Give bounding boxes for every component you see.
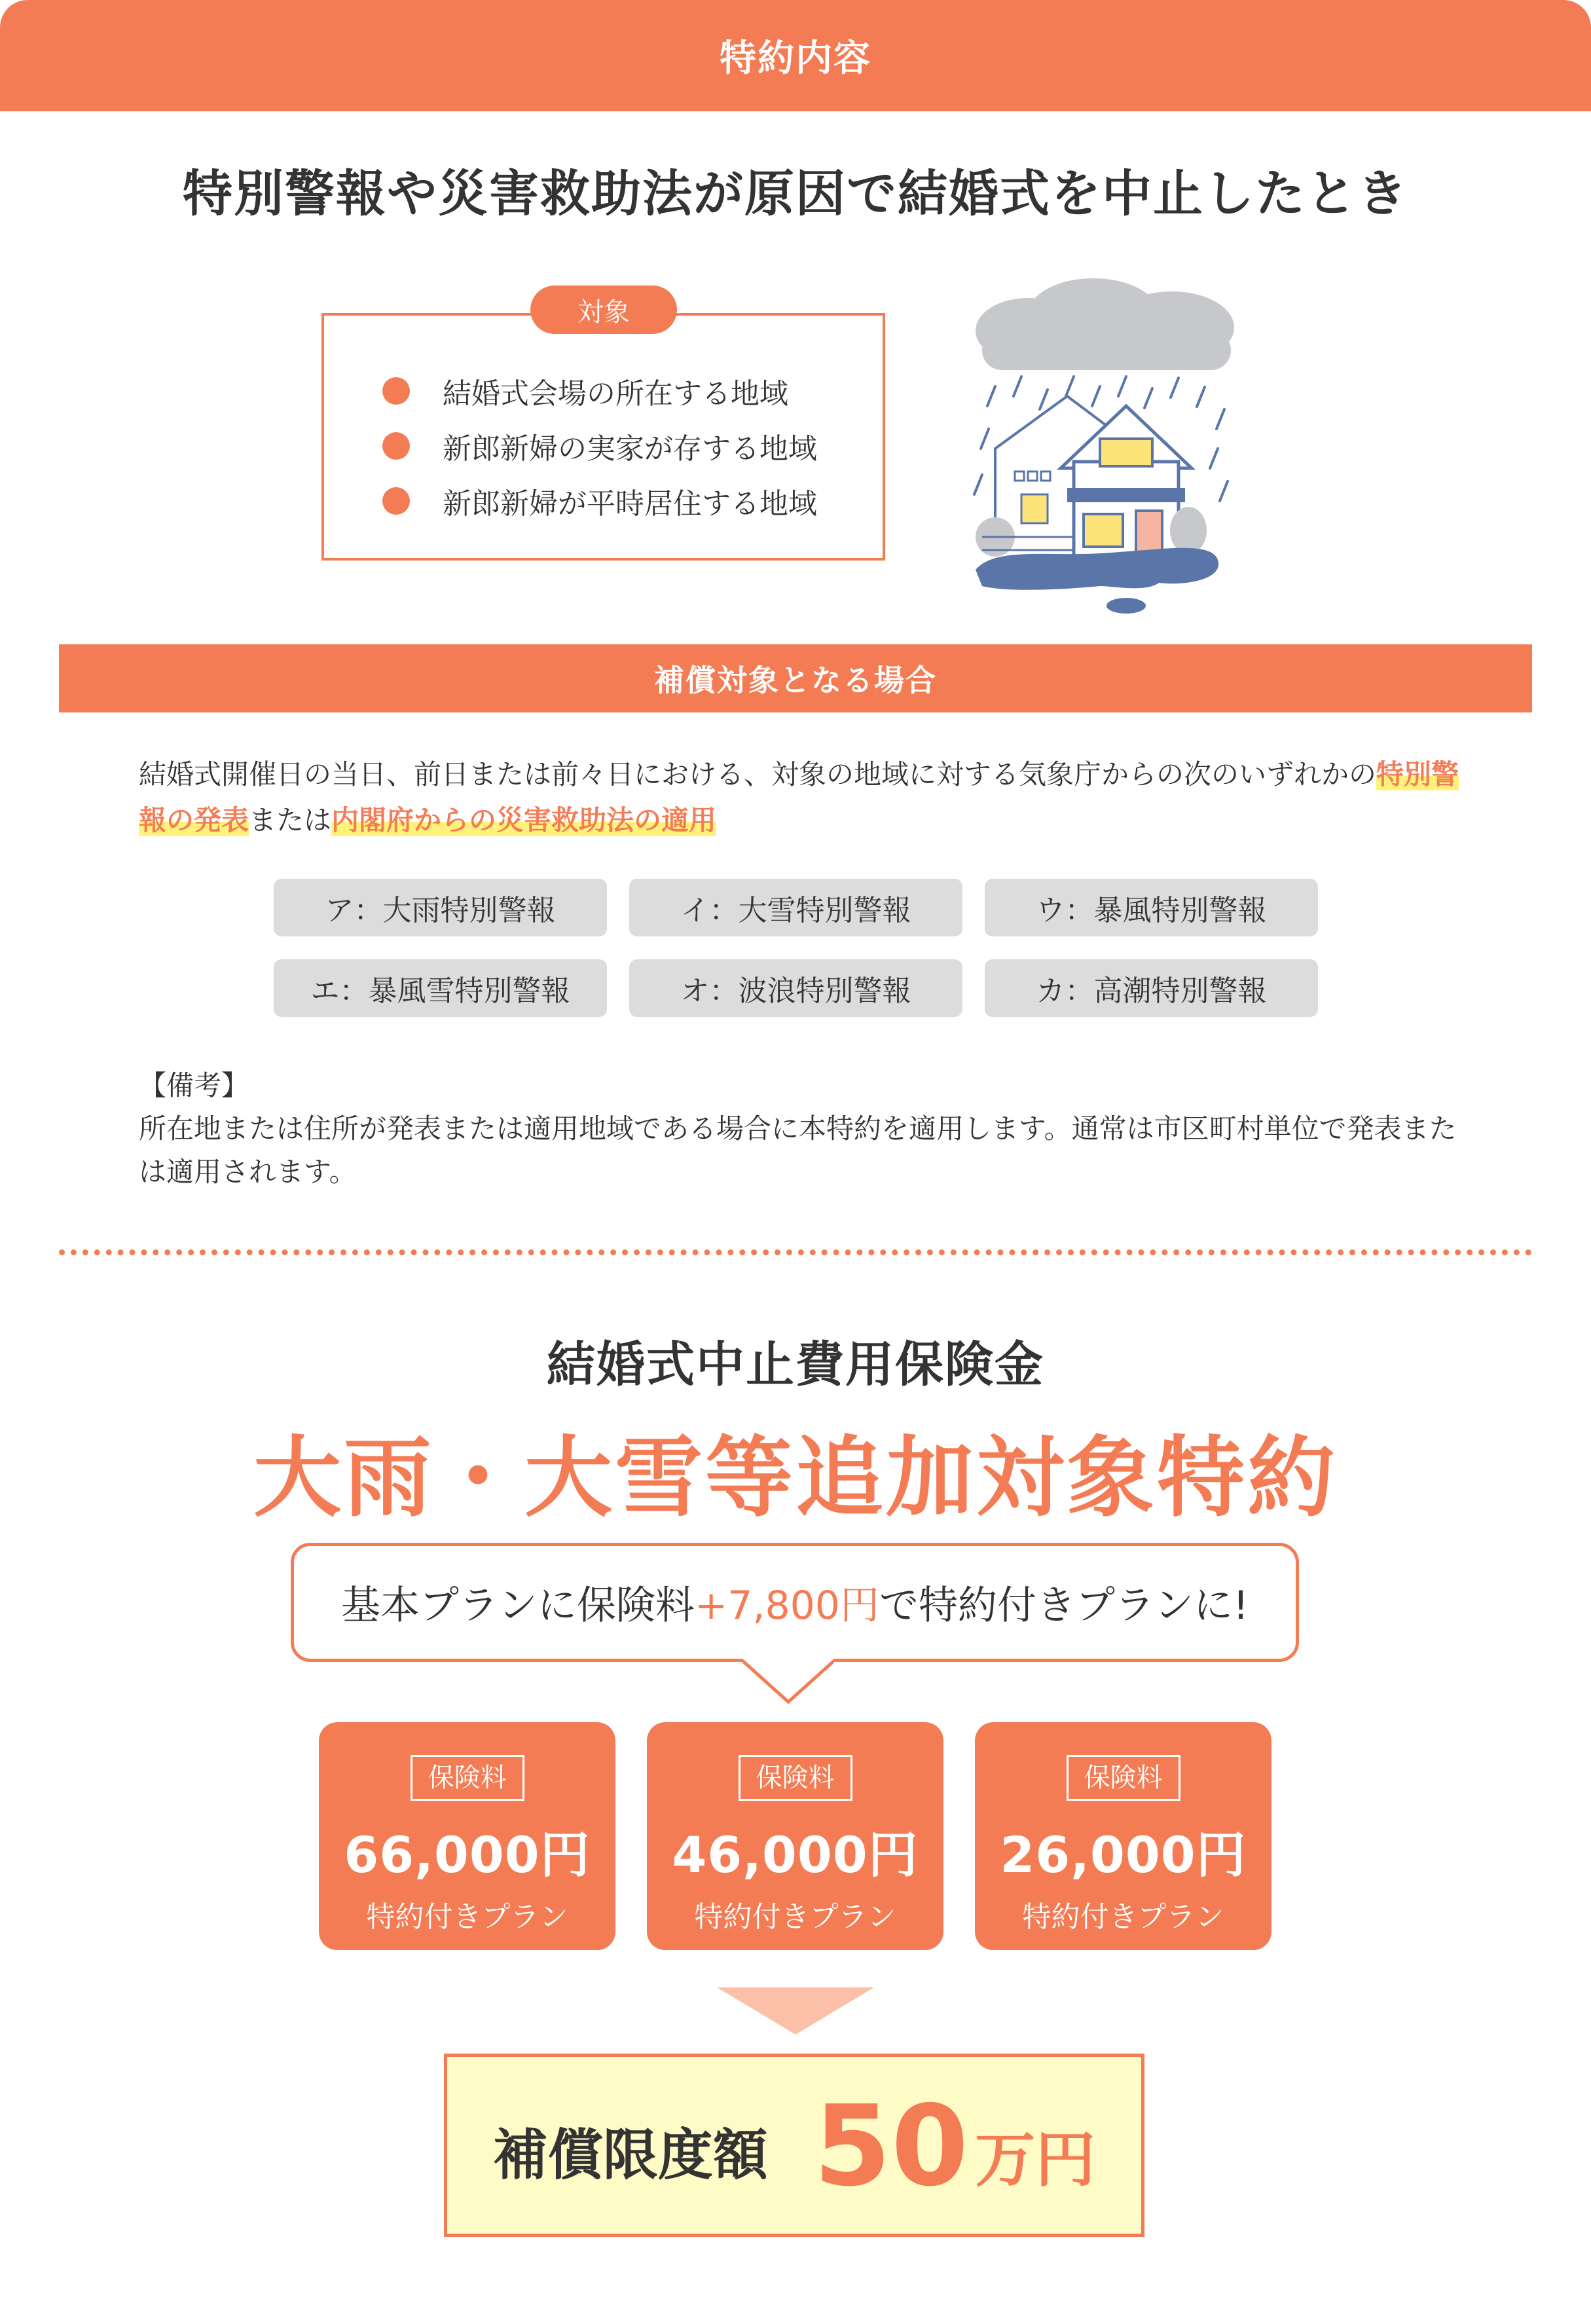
plan-card [319, 1722, 615, 1950]
house-in-rain-icon [969, 278, 1244, 619]
plan-label: 保険料 [739, 1755, 852, 1801]
description-text: または [249, 804, 332, 836]
warning-tag: ア：大雨特別警報 [274, 879, 607, 936]
callout-text: で特約付きプランに! [879, 1583, 1249, 1629]
premium-callout [291, 1543, 1299, 1662]
remarks [139, 1064, 1468, 1194]
plan-name: 特約付きプラン [366, 1900, 568, 1934]
limit-unit: 万円 [975, 2125, 1096, 2195]
highlight-text: 内閣府からの災害救助法の適用 [331, 804, 717, 836]
header-bar [0, 0, 1591, 111]
target-label: 対象 [530, 286, 677, 334]
plan-label: 保険料 [411, 1755, 524, 1801]
header-title: 特約内容 [720, 37, 871, 80]
headline: 特別警報や災害救助法が原因で結婚式を中止したとき [183, 164, 1408, 223]
remarks-title: 【備考】 [139, 1069, 249, 1101]
bullet-icon [382, 487, 410, 515]
coverage-description [139, 752, 1468, 843]
warning-tag: ウ：暴風特別警報 [985, 879, 1318, 936]
product-title: 大雨・大雪等追加対象特約 [253, 1427, 1338, 1529]
coverage-limit-box [444, 2054, 1144, 2237]
bullet-icon [382, 432, 410, 460]
plan-cards [319, 1722, 1271, 1950]
list-item [382, 363, 817, 418]
plan-card [647, 1722, 943, 1950]
callout-accent: +7,800円 [694, 1583, 879, 1629]
product-subtitle: 結婚式中止費用保険金 [547, 1337, 1044, 1393]
list-item [382, 473, 817, 528]
callout-text: 基本プランに保険料 [340, 1583, 695, 1629]
section-bar [59, 644, 1532, 712]
plan-name: 特約付きプラン [694, 1900, 896, 1934]
list-item-text: 新郎新婦が平時居住する地域 [443, 487, 817, 521]
section-title: 補償対象となる場合 [654, 663, 937, 698]
remarks-text: 所在地または住所が発表または適用地域である場合に本特約を適用します。通常は市区町村単位で発表または適用されます。 [139, 1113, 1457, 1188]
warning-tag: オ：波浪特別警報 [629, 959, 962, 1017]
plan-label: 保険料 [1067, 1755, 1180, 1801]
warning-tags [274, 879, 1319, 1040]
down-arrow-icon [717, 1987, 874, 2035]
highlight-text: 特別警報の発表 [139, 758, 1459, 836]
target-list [382, 363, 817, 528]
plan-card [975, 1722, 1271, 1950]
callout-tail-icon [742, 1659, 834, 1705]
plan-name: 特約付きプラン [1022, 1900, 1224, 1934]
plan-price: 66,000円 [344, 1826, 591, 1884]
bullet-icon [382, 377, 410, 405]
description-text: 結婚式開催日の当日、前日または前々日における、対象の地域に対する気象庁からの次のいずれか [139, 758, 1349, 790]
limit-label: 補償限度額 [492, 2123, 768, 2187]
warning-tag: エ：暴風雪特別警報 [274, 959, 607, 1017]
list-item [382, 418, 817, 473]
description-text: の [1349, 758, 1377, 790]
limit-amount: 50 [813, 2082, 969, 2211]
warning-tag: イ：大雪特別警報 [629, 879, 962, 936]
plan-price: 26,000円 [1000, 1826, 1247, 1884]
list-item-text: 新郎新婦の実家が存する地域 [443, 432, 817, 466]
plan-price: 46,000円 [672, 1826, 919, 1884]
warning-tag: カ：高潮特別警報 [985, 959, 1318, 1017]
dotted-divider [59, 1249, 1532, 1255]
list-item-text: 結婚式会場の所在する地域 [443, 377, 788, 411]
